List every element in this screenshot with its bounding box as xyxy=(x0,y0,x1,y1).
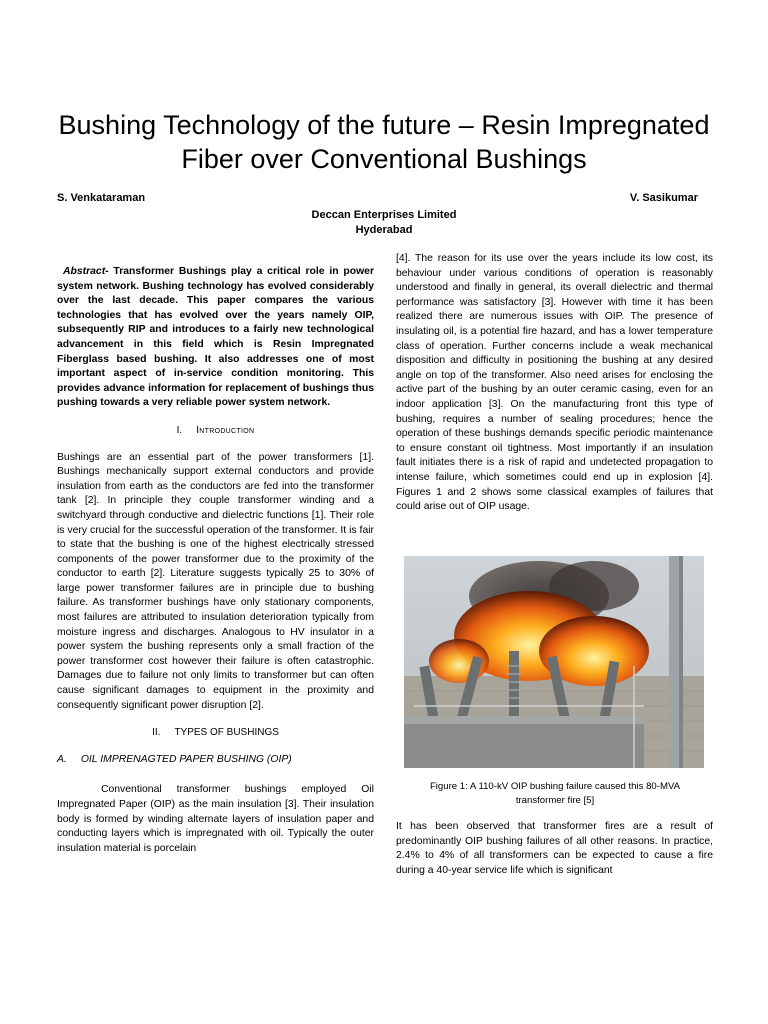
affiliation-org: Deccan Enterprises Limited xyxy=(311,209,457,221)
figure-1-caption: Figure 1: A 110-kV OIP bushing failure caused this 80-MVA transformer fire [5] xyxy=(429,781,681,806)
photo-tank-top xyxy=(404,716,644,724)
section2a-body: Conventional transformer bushings employed Oil Impregnated Paper (OIP) as the main insulation [3]. Their insulation body is formed by winding alternate layers of insulation paper and conducting layers which is impregnated with oil. Typically the outer insulation material is porcelain xyxy=(57,784,374,854)
paper-title: Bushing Technology of the future – Resin Impregnated Fiber over Conventional Bushings xyxy=(58,110,710,174)
author-left: S. Venkataraman xyxy=(57,192,146,204)
affiliation-city: Hyderabad xyxy=(355,224,413,236)
figure-1-transformer-fire-photo xyxy=(404,556,704,768)
section1-heading xyxy=(57,424,374,439)
right-para-1: [4]. The reason for its use over the years include its low cost, its behaviour under various conditions of operation is reasonably understood and finally in general, its overall dielectric and thermal performance was satisfactory [3]. However with time it has been realized there are numerous issues with OIP. The presence of insulating oil, is a potential fire hazard, and has a lower temperature class of operation. Further concerns include a weak mechanical disposition and difficulty in positioning the bushing at any desired angle on top of the transformer. Also need arises for enclosing the active part of the bushing by an outer ceramic casing, even for an indoor application [3]. On the manufacturing front this type of bushing, requires a number of sealing procedures; hence the operation of these bushings demands specific periodic maintenance to ensure constant oil tightness. Most importantly if an insulation fault initiates there is a risk of rapid and undetected propagation to intense failure, which sometimes could end up in explosion [4]. Figures 1 and 2 shows some classical examples of failures that could arise out of OIP usage. xyxy=(396,253,713,513)
section1-number: I. xyxy=(176,424,183,436)
section2-number: II. xyxy=(152,727,161,739)
right-column xyxy=(396,252,713,515)
section2-title: TYPES OF BUSHINGS xyxy=(174,727,279,739)
photo-transformer-tank xyxy=(404,721,644,768)
section2a-heading xyxy=(57,753,374,768)
section2a-title: OIL IMPRENAGTED PAPER BUSHING (OIP) xyxy=(80,753,292,765)
abstract-text: - Transformer Bushings play a critical role in power system network. Bushing technology has evolved considerably over the last decade. This paper compares the various technologies that has evolved over the years namely OIP, subsequently RIP and introduces to a fairly new technological advancement in this field which is Resin Impregnated Fiberglass based bushing. It also addresses one of most important aspect of in-service condition monitoring. This provides advance information for replacement of bushings thus pushing towards a very reliable power system network. xyxy=(57,266,374,409)
left-column xyxy=(57,265,374,856)
right-column-continued xyxy=(396,820,713,878)
abstract-lead: Abstract xyxy=(63,266,106,277)
section2-heading xyxy=(57,726,374,741)
section2a-number: A. xyxy=(57,753,67,765)
author-right: V. Sasikumar xyxy=(629,192,698,204)
photo-pole-shadow xyxy=(679,556,683,768)
section1-title: Introduction xyxy=(196,424,255,436)
section1-body: Bushings are an essential part of the power transformers [1]. Bushings mechanically support external conductors and provide insulation from earth as the conductors are fed into the transformer tank [2]. In principle they couple transformer winding and a switchyard through conductive and dielectric functions [1]. Their role is very crucial for the successful operation of the transformer. It is fair to state that the bushing is one of the highest electrically stressed components of the power transformer due to the proximity of the conductor to earth [2]. Literature suggests typically 25 to 30% of large power transformer failures are in principle due to bushing failure. As transformer bushings have only stationary components, most failures are attributed to insulation deterioration typically from moisture ingress and discharges. Analogous to HV insulator in a power system the bushing represents only a small fraction of the power transformer cost however their failure is often catastrophic. Damages due to failure not only limits to transformer but can often cause significant damages to equipment in the proximity and consequently significant power disruption [2]. xyxy=(57,451,374,711)
right-para-2: It has been observed that transformer fires are a result of predominantly OIP bushing failures of all other reasons. In practice, 2.4% to 4% of all transformers can be expected to cause a fire during a 40-year service life which is significant xyxy=(396,821,713,876)
abstract xyxy=(57,265,374,411)
affiliation xyxy=(0,208,768,238)
